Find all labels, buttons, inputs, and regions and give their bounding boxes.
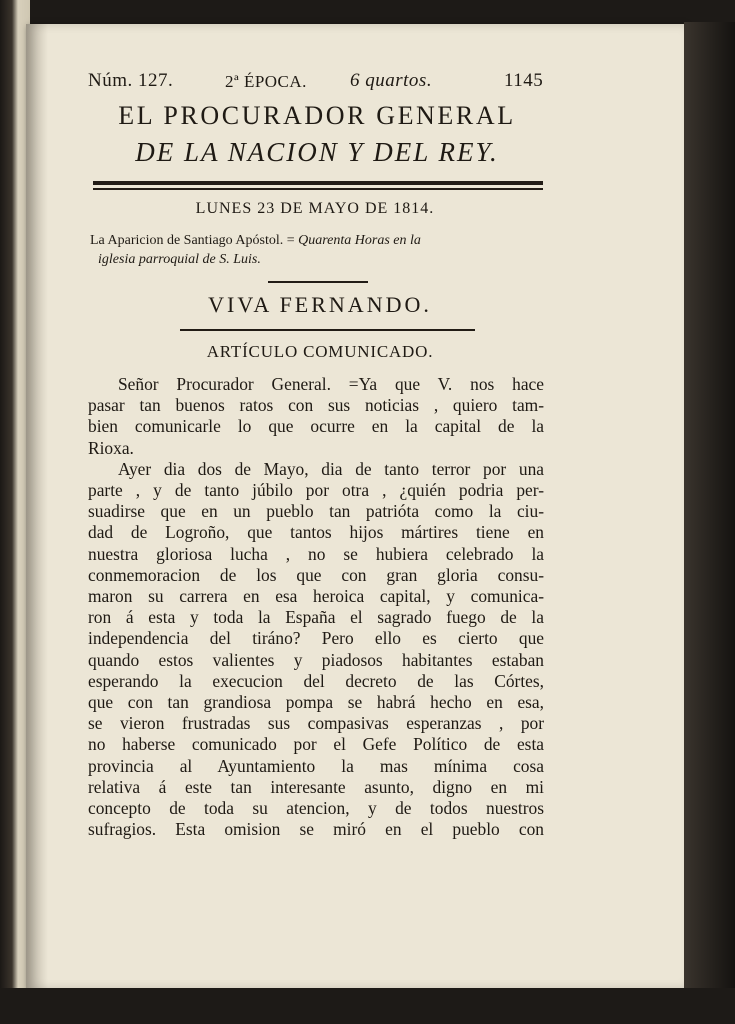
article-line: ron á esta y toda la España el sagrado fuego de la — [88, 607, 544, 628]
masthead-rule-top — [93, 181, 543, 185]
article-line: se vieron frustradas sus compasivas esperanzas , por — [88, 713, 544, 734]
background-top — [0, 0, 735, 24]
section-rule-long — [180, 329, 475, 331]
article-line: sufragios. Esta omision se miró en el pueblo con — [88, 819, 544, 840]
article-body — [88, 374, 544, 840]
article-line: quando estos valientes y piadosos habitantes estaban — [88, 649, 544, 670]
festivity-note — [90, 231, 550, 269]
page-gutter-shadow — [26, 24, 48, 989]
dateline: LUNES 23 DE MAYO DE 1814. — [195, 200, 435, 217]
masthead-rule-bottom — [93, 188, 543, 190]
article-line: concepto de toda su atencion, y de todos nuestros — [88, 798, 544, 819]
article-line: independencia del tiráno? Pero ello es cierto que — [88, 628, 544, 649]
article-title: ARTÍCULO COMUNICADO. — [206, 342, 434, 361]
article-line: nuestra gloriosa lucha , no se hubiera celebrado la — [88, 543, 544, 564]
article-line: Rioxa. — [88, 437, 134, 458]
epoch-label: 2ª ÉPOCA. — [225, 72, 307, 91]
festivity-devotion: Quarenta Horas en la — [298, 233, 421, 248]
background-bottom — [0, 988, 735, 1024]
section-rule-short — [268, 281, 368, 283]
article-line: maron su carrera en esa heroica capital, y comunica- — [88, 586, 544, 607]
masthead-subtitle: DE LA NACION Y DEL REY. — [135, 137, 499, 167]
background-right — [684, 22, 735, 992]
festivity-saint: La Aparicion de Santiago Apóstol. = — [90, 233, 299, 248]
article-line: que con tan grandiosa pompa se habrá hecho en esa, — [88, 692, 544, 713]
article-line: suadirse que en un pueblo tan patrióta como la ciu- — [88, 501, 544, 522]
article-line: esperando la execucion del decreto de las Córtes, — [88, 670, 544, 691]
article-line: conmemoracion de los que con gran gloria consu- — [88, 564, 544, 585]
article-line: relativa á este tan interesante asunto, digno en mi — [88, 776, 544, 797]
page-number: 1145 — [504, 70, 544, 91]
article-line: provincia al Ayuntamiento la mas mínima cosa — [88, 755, 544, 776]
price-label: 6 quartos. — [350, 70, 433, 91]
article-line: dad de Logroño, que tantos hijos mártires tiene en — [88, 522, 544, 543]
article-line: pasar tan buenos ratos con sus noticias , quiero tam- — [88, 395, 544, 416]
article-line: parte , y de tanto júbilo por otra , ¿quién podria per- — [88, 480, 544, 501]
article-line: bien comunicarle lo que ocurre en la capital de la — [88, 416, 544, 437]
motto: VIVA FERNANDO. — [208, 292, 432, 317]
issue-number: Núm. 127. — [88, 70, 174, 91]
festivity-church: iglesia parroquial de S. Luis. — [98, 252, 261, 267]
article-line: Señor Procurador General. =Ya que V. nos hace — [118, 374, 544, 394]
article-line: Ayer dia dos de Mayo, dia de tanto terror por una — [118, 458, 544, 479]
article-line: no haberse comunicado por el Gefe Político de esta — [88, 734, 544, 755]
masthead-title: EL PROCURADOR GENERAL — [118, 101, 516, 130]
